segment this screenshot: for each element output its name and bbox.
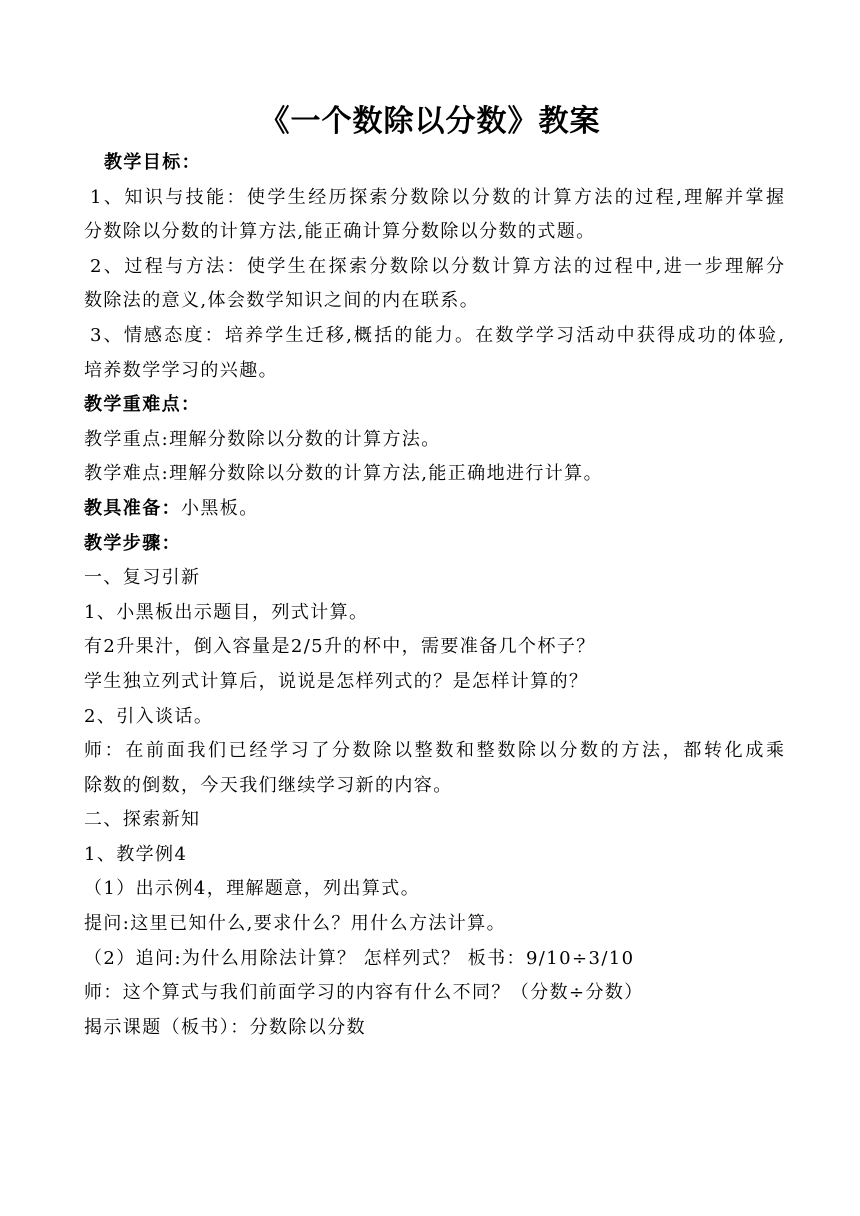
goal-2-line-1: 2、过程与方法：使学生在探索分数除以分数计算方法的过程中,进一步理解分 (90, 255, 784, 277)
document-title: 《一个数除以分数》教案 (259, 104, 601, 139)
section-1-problem: 有2升果汁，倒入容量是2/5升的杯中，需要准备几个杯子？ (84, 636, 596, 658)
goal-3-line-2: 培养数学学习的兴趣。 (84, 359, 278, 381)
goal-2-line-2: 数除法的意义,体会数学知识之间的内在联系。 (84, 290, 480, 312)
section-2-sub-1: （1）出示例4，理解题意，列出算式。 (84, 878, 421, 900)
section-2-heading: 二、探索新知 (84, 809, 201, 831)
topic-reveal: 揭示课题（板书）：分数除以分数 (84, 1016, 366, 1038)
key-difficulty-heading: 教学重难点： (84, 394, 201, 416)
section-1-item-2: 2、引入谈话。 (84, 705, 214, 727)
goal-1-line-1: 1、知识与技能：使学生经历探索分数除以分数的计算方法的过程,理解并掌握 (90, 186, 784, 208)
teaching-tools (84, 492, 784, 527)
difficult-point: 教学难点:理解分数除以分数的计算方法,能正确地进行计算。 (84, 463, 603, 485)
section-1-student-task: 学生独立列式计算后，说说是怎样列式的？是怎样计算的？ (84, 670, 589, 692)
key-point: 教学重点:理解分数除以分数的计算方法。 (84, 428, 441, 450)
goal-3-line-1: 3、情感态度：培养学生迁移,概括的能力。在数学学习活动中获得成功的体验, (90, 324, 784, 346)
teacher-remark-1-line-1: 师：在前面我们已经学习了分数除以整数和整数除以分数的方法，都转化成乘 (84, 740, 784, 762)
document-body (84, 146, 784, 1045)
tools-label: 教具准备： (84, 497, 181, 519)
section-1-heading: 一、复习引新 (84, 567, 201, 589)
teacher-remark-1-line-2: 除数的倒数，今天我们继续学习新的内容。 (84, 774, 453, 796)
section-2-sub-2: （2）追问:为什么用除法计算？ 怎样列式？ 板书：9/10÷3/10 (84, 947, 635, 969)
goals-heading: 教学目标： (104, 152, 201, 173)
section-1-item-1: 1、小黑板出示题目，列式计算。 (84, 601, 369, 623)
goal-1-line-2: 分数除以分数的计算方法,能正确计算分数除以分数的式题。 (84, 221, 596, 243)
tools-value: 小黑板。 (181, 497, 259, 519)
steps-heading: 教学步骤： (84, 532, 181, 554)
section-2-question: 提问:这里已知什么,要求什么？用什么方法计算。 (84, 913, 506, 935)
section-2-item-1: 1、教学例4 (84, 843, 188, 865)
teacher-remark-2: 师：这个算式与我们前面学习的内容有什么不同？（分数÷分数） (84, 982, 644, 1004)
